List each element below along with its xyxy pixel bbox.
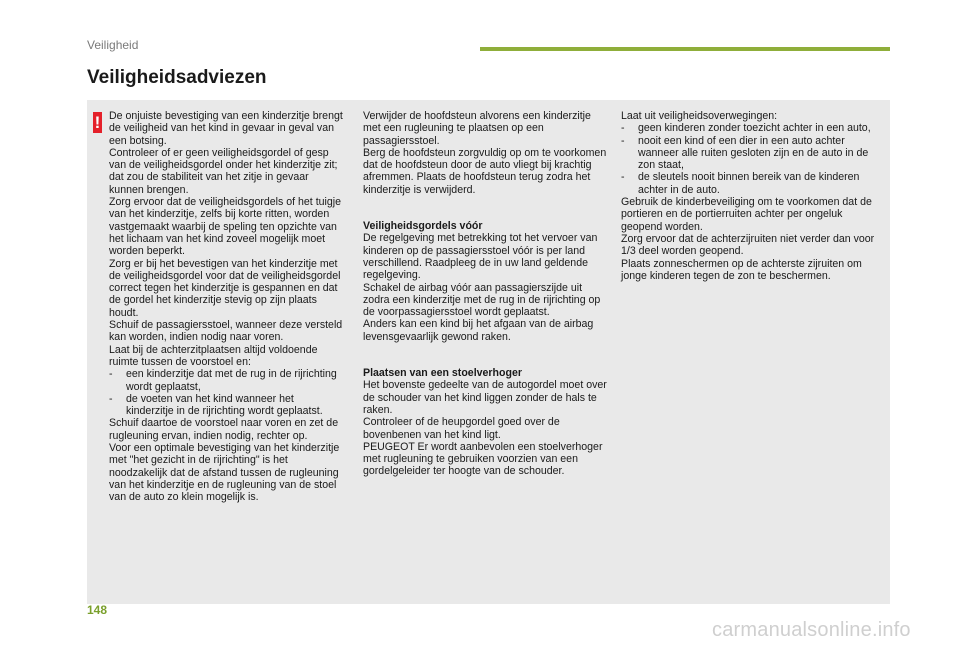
paragraph: Gebruik de kinderbeveiliging om te voorkomen dat de portieren en de portierruiten achter per ongeluk geopend worden.	[621, 196, 872, 233]
paragraph: PEUGEOT Er wordt aanbevolen een stoelverhoger met rugleuning te gebruiken voorzien van een gordelgeleider ter hoogte van de schouder.	[363, 440, 603, 478]
watermark: carmanualsonline.info	[712, 619, 911, 641]
paragraph: Verwijder de hoofdsteun alvorens een kinderzitje met een rugleuning te plaatsen op een passagiersstoel.	[363, 110, 591, 147]
list-dash: -	[109, 392, 113, 405]
header-accent-bar	[480, 47, 890, 51]
page-title: Veiligheidsadviezen	[87, 67, 267, 88]
page-number: 148	[87, 603, 108, 617]
paragraph: Anders kan een kind bij het afgaan van de airbag levensgevaarlijk gewond raken.	[363, 318, 594, 343]
paragraph: Berg de hoofdsteun zorgvuldig op om te voorkomen dat de hoofdsteun door de auto vliegt bij krachtig afremmen. Plaats de hoofdsteun terug zodra het kinderzitje is verwijderd.	[363, 146, 607, 196]
list-item-text: nooit een kind of een dier in een auto achter wanneer alle ruiten gesloten zijn en de auto in de zon staat,	[638, 134, 869, 172]
paragraph: Laat bij de achterzitplaatsen altijd voldoende ruimte tussen de voorstoel en:	[109, 343, 318, 368]
paragraph: Laat uit veiligheidsoverwegingen:	[621, 110, 778, 122]
subheading-booster-seat: Plaatsen van een stoelverhoger	[363, 367, 522, 380]
paragraph: Schuif daartoe de voorstoel naar voren en zet de rugleuning ervan, indien nodig, rechter op.	[109, 417, 339, 442]
list-item	[621, 135, 883, 172]
list-item-text: de sleutels nooit binnen bereik van de kinderen achter in de auto.	[638, 171, 860, 196]
paragraph: Plaats zonneschermen op de achterste zijruiten om jonge kinderen tegen de zon te beschermen.	[621, 257, 862, 282]
paragraph: De regelgeving met betrekking tot het vervoer van kinderen op de passagiersstoel vóór is per land verschillend. Raadpleeg de in uw land geldende regelgeving.	[363, 232, 598, 282]
list-item	[109, 368, 344, 393]
list-dash: -	[621, 122, 625, 135]
paragraph: Controleer of er geen veiligheidsgordel of gesp van de veiligheidsgordel onder het kinderzitje zit; dat zou de stabiliteit van het zitje in gevaar kunnen brengen.	[109, 146, 338, 196]
column-1	[109, 110, 344, 504]
column-2	[363, 110, 608, 478]
warning-icon: !	[94, 113, 101, 132]
paragraph: Zorg ervoor dat de veiligheidsgordels of het tuigje van het kinderzitje, zelfs bij korte ritten, worden vastgemaakt waarbij de speling ten opzichte van het lichaam van het kind zoveel mogelijk moet worden beperkt.	[109, 196, 342, 258]
subheading-front-seatbelts: Veiligheidsgordels vóór	[363, 220, 483, 233]
list-item	[109, 393, 344, 418]
paragraph: Zorg er bij het bevestigen van het kinderzitje met de veiligheidsgordel voor dat de veiligheidsgordel correct tegen het kinderzitje is gespannen en dat de gordel het kinderzitje stevig op zijn plaats houdt.	[109, 257, 341, 319]
paragraph: Schuif de passagiersstoel, wanneer deze versteld kan worden, indien nodig naar voren.	[109, 319, 343, 344]
list-item	[621, 171, 883, 196]
section-label: Veiligheid	[87, 38, 139, 52]
list-item-text: de voeten van het kind wanneer het kinderzitje in de rijrichting wordt geplaatst.	[126, 392, 323, 418]
paragraph: Het bovenste gedeelte van de autogordel moet over de schouder van het kind liggen zonder de hals te raken.	[363, 379, 607, 416]
paragraph: Voor een optimale bevestiging van het kinderzitje met "het gezicht in de rijrichting" is het noodzakelijk dat de afstand tussen de rugleuning van het kinderzitje en de rugleuning van de stoel van de auto zo klein mogelijk is.	[109, 442, 340, 504]
column-3	[621, 110, 883, 282]
list-item-text: een kinderzitje dat met de rug in de rijrichting wordt geplaatst,	[126, 368, 337, 393]
list-item	[621, 122, 883, 134]
paragraph: Controleer of de heupgordel goed over de bovenbenen van het kind ligt.	[363, 416, 560, 441]
warning-intro: De onjuiste bevestiging van een kinderzitje brengt de veiligheid van het kind in gevaar in geval van een botsing.	[109, 110, 343, 147]
list-dash: -	[109, 368, 113, 381]
paragraph: Zorg ervoor dat de achterzijruiten niet verder dan voor 1/3 deel worden geopend.	[621, 232, 875, 258]
list-dash: -	[621, 134, 625, 147]
paragraph: Schakel de airbag vóór aan passagierszijde uit zodra een kinderzitje met de rug in de rijrichting op de voorpassagiersstoel wordt geplaatst.	[363, 281, 601, 319]
list-item-text: geen kinderen zonder toezicht achter in een auto,	[638, 122, 871, 135]
list-dash: -	[621, 171, 625, 184]
